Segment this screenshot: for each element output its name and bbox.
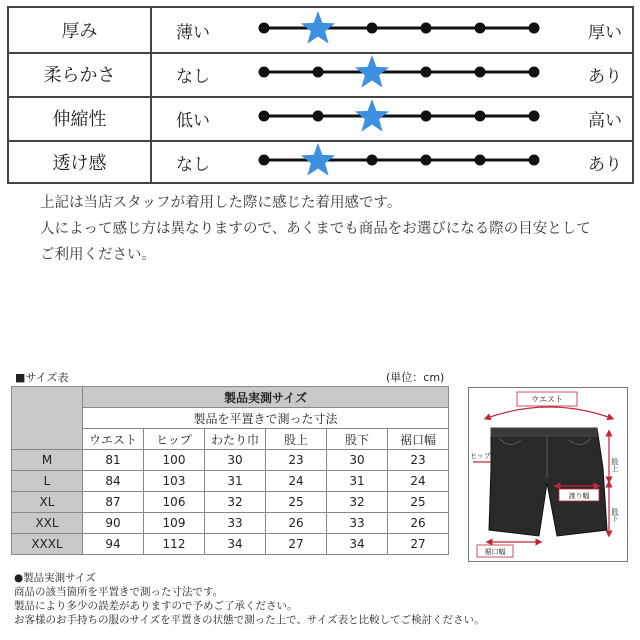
- scale-point: [529, 67, 540, 78]
- size-column-header: わたり巾: [205, 429, 266, 450]
- scale-point: [529, 155, 540, 166]
- size-value: 23: [266, 450, 327, 471]
- scale-point: [421, 155, 432, 166]
- feel-category: 透け感: [9, 140, 152, 184]
- scale-point: [421, 23, 432, 34]
- size-value: 32: [327, 492, 388, 513]
- feel-scale: [249, 140, 549, 184]
- size-label: XXL: [12, 513, 83, 534]
- size-column-header: 股上: [266, 429, 327, 450]
- size-value: 106: [144, 492, 205, 513]
- scale-point: [421, 111, 432, 122]
- size-value: 84: [83, 471, 144, 492]
- scale-point: [313, 67, 324, 78]
- table-row: [12, 450, 449, 471]
- shorts-measurement-diagram: [468, 387, 628, 562]
- size-value: 30: [205, 450, 266, 471]
- size-value: 94: [83, 534, 144, 555]
- scale-point: [475, 23, 486, 34]
- size-table-body: [12, 450, 449, 555]
- size-value: 26: [266, 513, 327, 534]
- waist-label: ウエスト: [531, 395, 563, 404]
- feel-scale: [249, 8, 549, 52]
- size-column-header: 裾口幅: [388, 429, 449, 450]
- size-header-main: 製品実測サイズ: [83, 387, 449, 408]
- feel-low-label: 低い: [176, 110, 210, 131]
- feel-row: [9, 140, 632, 184]
- feel-scale: [249, 52, 549, 96]
- scale-point: [259, 155, 270, 166]
- waist-arrow: [487, 407, 611, 418]
- size-value: 23: [388, 450, 449, 471]
- size-label: L: [12, 471, 83, 492]
- size-value: 25: [388, 492, 449, 513]
- scale-point: [367, 23, 378, 34]
- size-table-unit: (単位：cm): [386, 371, 445, 384]
- table-row: [12, 492, 449, 513]
- feel-high-label: あり: [588, 66, 622, 87]
- shorts-illustration: [469, 388, 627, 561]
- scale-point: [529, 111, 540, 122]
- scale-star-marker: [355, 99, 389, 132]
- size-value: 34: [205, 534, 266, 555]
- table-row: [12, 513, 449, 534]
- size-value: 30: [327, 450, 388, 471]
- size-value: 27: [266, 534, 327, 555]
- size-value: 26: [388, 513, 449, 534]
- scale-star-marker: [355, 55, 389, 88]
- size-value: 90: [83, 513, 144, 534]
- scale-point: [313, 111, 324, 122]
- feel-high-label: 高い: [588, 110, 622, 131]
- scale-star-marker: [301, 11, 335, 44]
- size-column-header: 股下: [327, 429, 388, 450]
- feel-row: [9, 96, 632, 142]
- feel-category: 伸縮性: [9, 96, 152, 140]
- scale-point: [529, 23, 540, 34]
- feel-row: [9, 8, 632, 54]
- table-row: [12, 471, 449, 492]
- feel-row: [9, 52, 632, 98]
- size-value: 87: [83, 492, 144, 513]
- note-line-2: 人によって感じ方は異なりますので、あくまでも商品をお選びになる際の目安として: [40, 221, 591, 237]
- size-value: 24: [388, 471, 449, 492]
- footnote-title: ●製品実測サイズ: [14, 572, 96, 584]
- size-table: [11, 386, 449, 555]
- size-value: 25: [266, 492, 327, 513]
- size-value: 31: [327, 471, 388, 492]
- hem-label: 裾口幅: [484, 548, 506, 556]
- scale-star-marker: [301, 143, 335, 176]
- scale-point: [421, 67, 432, 78]
- size-label: XL: [12, 492, 83, 513]
- footnote-line-2: 製品により多少の誤差がありますので予めご了承ください。: [14, 600, 298, 612]
- scale-point: [259, 23, 270, 34]
- size-value: 34: [327, 534, 388, 555]
- feel-high-label: あり: [588, 154, 622, 175]
- size-header-sub: 製品を平置きで測った寸法: [83, 408, 449, 429]
- size-column-header: ヒップ: [144, 429, 205, 450]
- scale-point: [259, 111, 270, 122]
- size-value: 32: [205, 492, 266, 513]
- scale-point: [475, 111, 486, 122]
- size-value: 33: [205, 513, 266, 534]
- scale-point: [367, 155, 378, 166]
- scale-point: [475, 67, 486, 78]
- footnote-line-3: お客様のお手持ちの服のサイズを平置きの状態で測った上で、サイズ表と比較してご検討ください。: [14, 614, 485, 626]
- thigh-label: 渡り幅: [568, 492, 590, 500]
- rise-label: 股上: [611, 458, 619, 472]
- size-value: 109: [144, 513, 205, 534]
- footnote-line-1: 商品の該当箇所を平置きで測った寸法です。: [14, 586, 224, 598]
- feel-low-label: なし: [176, 154, 210, 175]
- feel-high-label: 厚い: [588, 22, 622, 43]
- feel-notes: [40, 190, 591, 268]
- hip-label: ヒップ: [470, 452, 491, 460]
- size-column-header: ウエスト: [83, 429, 144, 450]
- size-value: 112: [144, 534, 205, 555]
- feel-scale: [249, 96, 549, 140]
- size-label: XXXL: [12, 534, 83, 555]
- feel-category: 厚み: [9, 8, 152, 52]
- size-header-corner: [12, 387, 83, 450]
- size-value: 103: [144, 471, 205, 492]
- size-table-title: ■サイズ表: [15, 371, 69, 384]
- size-value: 31: [205, 471, 266, 492]
- note-line-1: 上記は当店スタッフが着用した際に感じた着用感です。: [40, 195, 402, 211]
- scale-point: [259, 67, 270, 78]
- table-row: [12, 534, 449, 555]
- size-value: 27: [388, 534, 449, 555]
- size-value: 100: [144, 450, 205, 471]
- feel-chart: [7, 6, 634, 184]
- size-value: 81: [83, 450, 144, 471]
- feel-low-label: 薄い: [176, 22, 210, 43]
- note-line-3: ご利用ください。: [40, 247, 156, 263]
- inseam-label: 股下: [611, 508, 619, 522]
- size-label: M: [12, 450, 83, 471]
- size-value: 24: [266, 471, 327, 492]
- feel-low-label: なし: [176, 66, 210, 87]
- scale-point: [475, 155, 486, 166]
- size-value: 33: [327, 513, 388, 534]
- feel-category: 柔らかさ: [9, 52, 152, 96]
